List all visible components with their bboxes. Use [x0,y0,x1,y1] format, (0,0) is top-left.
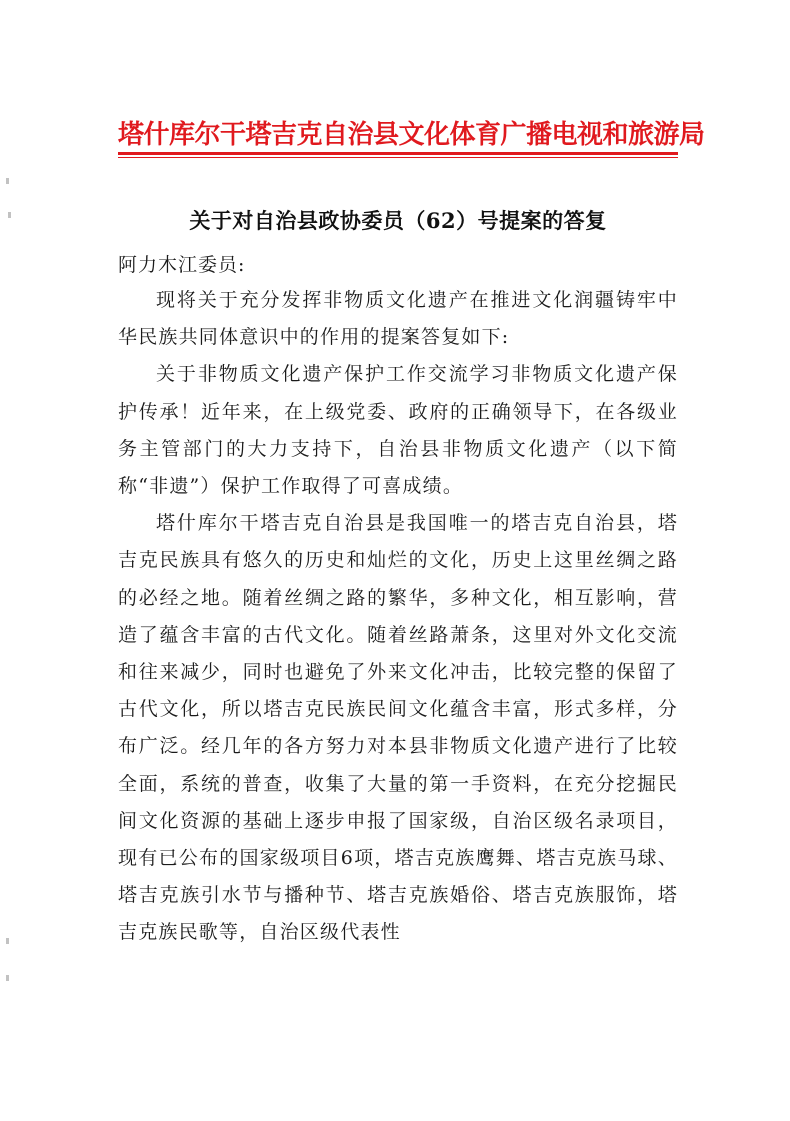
document-body [118,282,678,952]
paragraph: 塔什库尔干塔吉克自治县是我国唯一的塔吉克自治县，塔吉克民族具有悠久的历史和灿烂的文化，历史上这里丝绸之路的必经之地。随着丝绸之路的繁华，多种文化，相互影响，营造了蕴含丰富的古代文化。随着丝路萧条，这里对外文化交流和往来减少，同时也避免了外来文化冲击，比较完整的保留了古代文化，所以塔吉克民族民间文化蕴含丰富，形式多样，分布广泛。经几年的各方努力对本县非物质文化遗产进行了比较全面，系统的普查，收集了大量的第一手资料，在充分挖掘民间文化资源的基础上逐步申报了国家级，自治区级名录项目，现有已公布的国家级项目6项，塔吉克族鹰舞、塔吉克族马球、塔吉克族引水节与播种节、塔吉克族婚俗、塔吉克族服饰，塔吉克族民歌等，自治区级代表性 [118,512,678,944]
paragraph: 现将关于充分发挥非物质文化遗产在推进文化润疆铸牢中华民族共同体意识中的作用的提案答复如下: [118,289,678,349]
scan-artifact [8,212,11,218]
header-red-rule [118,152,678,155]
salutation: 阿力木江委员: [118,254,246,276]
document-title: 关于对自治县政协委员（62）号提案的答复 [189,208,607,233]
organization-header: 塔什库尔干塔吉克自治县文化体育广播电视和旅游局 [118,120,705,150]
paragraph: 关于非物质文化遗产保护工作交流学习非物质文化遗产保护传承！近年来，在上级党委、政府的正确领导下，在各级业务主管部门的大力支持下，自治县非物质文化遗产（以下简称“非遗”）保护工作取得了可喜成绩。 [118,363,678,498]
scan-artifact [6,975,9,981]
scan-artifact [6,938,9,944]
scan-artifact [6,178,9,184]
header-red-rule-thin [118,157,678,158]
